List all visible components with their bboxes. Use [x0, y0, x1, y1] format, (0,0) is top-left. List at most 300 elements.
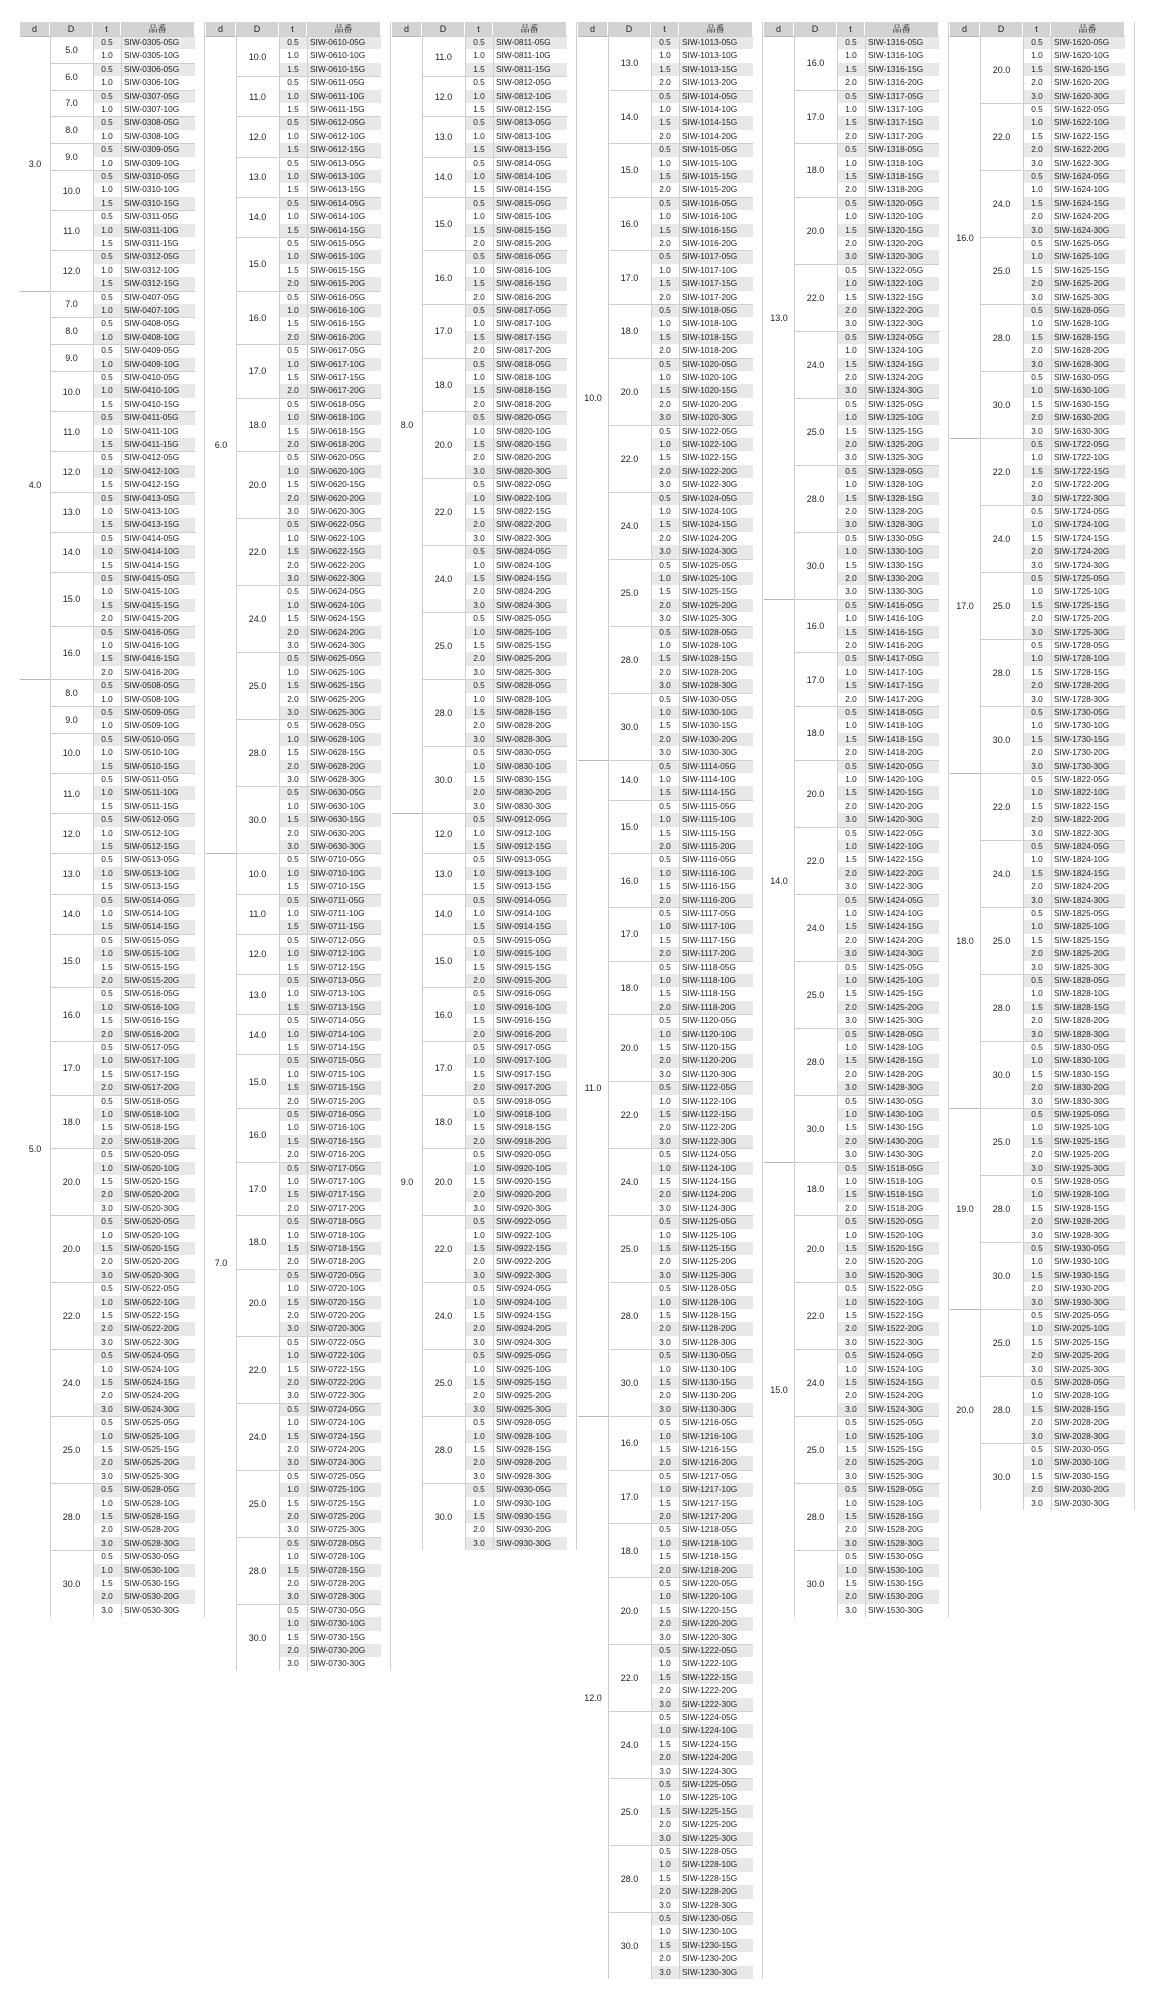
row-separator — [651, 304, 753, 305]
thickness-cell: 1.0 — [93, 1363, 121, 1376]
thickness-cell: 2.0 — [837, 746, 865, 759]
thickness-cell: 2.0 — [651, 1952, 679, 1965]
part-number-cell: SIW-1324-05G — [865, 331, 939, 344]
thickness-cell: 0.5 — [465, 853, 493, 866]
row-separator — [465, 934, 567, 935]
thickness-cell: 1.5 — [279, 1081, 307, 1094]
part-number-cell: SIW-0516-20G — [121, 1028, 195, 1041]
thickness-cell: 3.0 — [465, 599, 493, 612]
part-number-cell: SIW-0914-05G — [493, 894, 567, 907]
thickness-cell: 2.0 — [279, 1510, 307, 1523]
part-number-cell: SIW-1030-10G — [679, 706, 753, 719]
part-number-cell: SIW-1624-10G — [1051, 183, 1125, 196]
thickness-cell: 1.0 — [93, 1296, 121, 1309]
thickness-cell: 1.5 — [651, 277, 679, 290]
thickness-cell: 0.5 — [93, 143, 121, 156]
part-number-cell: SIW-0514-05G — [121, 894, 195, 907]
part-number-cell: SIW-1220-15G — [679, 1604, 753, 1617]
inner-diameter-cell: 12.0 — [578, 1416, 608, 1979]
part-number-cell: SIW-1620-30G — [1051, 90, 1125, 103]
thickness-cell: 2.0 — [93, 1523, 121, 1536]
thickness-cell: 1.0 — [93, 465, 121, 478]
thickness-cell: 2.0 — [651, 1684, 679, 1697]
part-number-cell: SIW-1030-15G — [679, 719, 753, 732]
outer-diameter-cell: 24.0 — [236, 1403, 279, 1470]
part-number-cell: SIW-0720-20G — [307, 1309, 381, 1322]
part-number-cell: SIW-0720-05G — [307, 1269, 381, 1282]
thickness-cell: 0.5 — [93, 1282, 121, 1295]
thickness-cell: 3.0 — [465, 1202, 493, 1215]
outer-diameter-cell: 30.0 — [608, 1912, 651, 1979]
part-number-cell: SIW-0822-15G — [493, 505, 567, 518]
outer-diameter-cell: 25.0 — [980, 907, 1023, 974]
thickness-cell: 0.5 — [651, 1912, 679, 1925]
thickness-cell: 1.0 — [279, 532, 307, 545]
part-number-cell: SIW-1218-10G — [679, 1537, 753, 1550]
thickness-cell: 3.0 — [279, 1523, 307, 1536]
thickness-cell: 1.0 — [465, 1001, 493, 1014]
thickness-cell: 1.5 — [837, 1054, 865, 1067]
thickness-cell: 2.0 — [837, 371, 865, 384]
part-number-cell: SIW-1430-30G — [865, 1148, 939, 1161]
thickness-cell: 2.0 — [93, 1590, 121, 1603]
thickness-cell: 3.0 — [1023, 1296, 1051, 1309]
part-number-cell: SIW-0516-05G — [121, 987, 195, 1000]
part-number-cell: SIW-0414-15G — [121, 559, 195, 572]
part-number-cell: SIW-1725-05G — [1051, 572, 1125, 585]
row-separator — [93, 250, 195, 251]
inner-diameter-cell: 5.0 — [20, 679, 50, 1617]
part-number-cell: SIW-0625-15G — [307, 679, 381, 692]
thickness-cell: 3.0 — [837, 250, 865, 263]
part-number-cell: SIW-1316-20G — [865, 76, 939, 89]
part-number-cell: SIW-0307-10G — [121, 103, 195, 116]
outer-diameter-cell: 28.0 — [422, 679, 465, 746]
part-number-cell: SIW-1528-05G — [865, 1483, 939, 1496]
thickness-cell: 0.5 — [279, 1014, 307, 1027]
part-number-cell: SIW-1013-10G — [679, 49, 753, 62]
part-number-cell: SIW-1730-05G — [1051, 706, 1125, 719]
thickness-cell: 1.0 — [1023, 384, 1051, 397]
part-number-cell: SIW-0513-10G — [121, 867, 195, 880]
outer-diameter-cell: 12.0 — [422, 76, 465, 116]
thickness-cell: 0.5 — [93, 116, 121, 129]
thickness-cell: 1.0 — [93, 867, 121, 880]
part-number-cell: SIW-0520-20G — [121, 1255, 195, 1268]
part-number-cell: SIW-1416-10G — [865, 612, 939, 625]
part-number-cell: SIW-0930-15G — [493, 1510, 567, 1523]
part-number-cell: SIW-1430-05G — [865, 1095, 939, 1108]
row-separator — [93, 626, 195, 627]
thickness-cell: 2.0 — [279, 760, 307, 773]
thickness-cell: 2.0 — [279, 384, 307, 397]
outer-diameter-cell: 20.0 — [794, 197, 837, 264]
outer-diameter-cell: 11.0 — [422, 36, 465, 76]
thickness-cell: 0.5 — [837, 36, 865, 49]
part-number-cell: SIW-0509-10G — [121, 719, 195, 732]
part-number-cell: SIW-0622-10G — [307, 532, 381, 545]
row-separator — [651, 1470, 753, 1471]
inner-diameter-cell: 20.0 — [950, 1309, 980, 1510]
row-separator — [465, 157, 567, 158]
part-number-cell: SIW-1128-15G — [679, 1309, 753, 1322]
part-number-cell: SIW-1525-05G — [865, 1416, 939, 1429]
part-number-cell: SIW-1324-20G — [865, 371, 939, 384]
outer-diameter-cell: 8.0 — [50, 679, 93, 706]
thickness-cell: 1.5 — [279, 1135, 307, 1148]
thickness-cell: 1.0 — [93, 1162, 121, 1175]
thickness-cell: 1.0 — [93, 358, 121, 371]
part-number-cell: SIW-0509-05G — [121, 706, 195, 719]
part-number-cell: SIW-1828-10G — [1051, 987, 1125, 1000]
part-number-cell: SIW-0830-05G — [493, 746, 567, 759]
part-number-cell: SIW-0310-15G — [121, 197, 195, 210]
part-number-cell: SIW-0722-05G — [307, 1336, 381, 1349]
thickness-cell: 1.5 — [837, 170, 865, 183]
column-divider — [50, 22, 51, 1617]
part-number-cell: SIW-0412-10G — [121, 465, 195, 478]
thickness-cell: 1.0 — [1023, 987, 1051, 1000]
header-d: d — [206, 22, 236, 36]
thickness-cell: 2.0 — [651, 1001, 679, 1014]
thickness-cell: 3.0 — [465, 733, 493, 746]
part-number-cell: SIW-1528-10G — [865, 1497, 939, 1510]
header-D: D — [608, 22, 651, 36]
thickness-cell: 1.0 — [651, 1537, 679, 1550]
thickness-cell: 1.5 — [651, 1738, 679, 1751]
thickness-cell: 0.5 — [1023, 773, 1051, 786]
thickness-cell: 0.5 — [651, 492, 679, 505]
header-D: D — [980, 22, 1023, 36]
row-separator — [279, 786, 381, 787]
part-number-cell: SIW-0515-10G — [121, 947, 195, 960]
thickness-cell: 2.0 — [651, 599, 679, 612]
thickness-cell: 1.0 — [279, 1416, 307, 1429]
outer-diameter-cell: 10.0 — [50, 733, 93, 773]
thickness-cell: 3.0 — [651, 746, 679, 759]
part-number-cell: SIW-0812-05G — [493, 76, 567, 89]
part-number-cell: SIW-0924-20G — [493, 1322, 567, 1335]
row-separator — [837, 1095, 939, 1096]
thickness-cell: 2.0 — [279, 1202, 307, 1215]
column-divider — [279, 22, 280, 1671]
part-number-cell: SIW-0828-20G — [493, 719, 567, 732]
part-number-cell: SIW-0520-20G — [121, 1188, 195, 1201]
outer-diameter-cell: 25.0 — [794, 1416, 837, 1483]
thickness-cell: 3.0 — [465, 1269, 493, 1282]
part-number-cell: SIW-1930-15G — [1051, 1269, 1125, 1282]
part-number-cell: SIW-0728-30G — [307, 1590, 381, 1603]
part-number-cell: SIW-2028-20G — [1051, 1416, 1125, 1429]
thickness-cell: 1.5 — [651, 1242, 679, 1255]
thickness-cell: 1.0 — [279, 800, 307, 813]
header-part-no: 品番 — [1051, 22, 1125, 36]
part-number-cell: SIW-1014-20G — [679, 130, 753, 143]
thickness-cell: 0.5 — [279, 719, 307, 732]
outer-diameter-cell: 18.0 — [422, 1095, 465, 1149]
row-separator — [837, 398, 939, 399]
row-separator — [93, 492, 195, 493]
part-number-cell: SIW-1822-30G — [1051, 827, 1125, 840]
part-number-cell: SIW-0625-10G — [307, 666, 381, 679]
thickness-cell: 1.5 — [837, 492, 865, 505]
thickness-cell: 2.0 — [651, 465, 679, 478]
part-number-cell: SIW-0411-10G — [121, 425, 195, 438]
thickness-cell: 1.0 — [93, 76, 121, 89]
thickness-cell: 2.0 — [93, 1255, 121, 1268]
row-separator — [651, 1014, 753, 1015]
part-number-cell: SIW-0724-30G — [307, 1456, 381, 1469]
thickness-cell: 0.5 — [837, 760, 865, 773]
thickness-cell: 1.5 — [837, 224, 865, 237]
thickness-cell: 0.5 — [651, 1845, 679, 1858]
outer-diameter-cell: 18.0 — [794, 1162, 837, 1216]
thickness-cell: 1.0 — [279, 1349, 307, 1362]
outer-diameter-cell: 28.0 — [980, 974, 1023, 1041]
part-number-cell: SIW-1630-20G — [1051, 411, 1125, 424]
part-number-cell: SIW-1224-15G — [679, 1738, 753, 1751]
thickness-cell: 2.0 — [1023, 880, 1051, 893]
outer-diameter-cell: 22.0 — [50, 1282, 93, 1349]
part-number-cell: SIW-1520-30G — [865, 1269, 939, 1282]
outer-diameter-cell: 7.0 — [50, 291, 93, 318]
thickness-cell: 0.5 — [651, 304, 679, 317]
row-separator — [279, 719, 381, 720]
part-number-cell: SIW-0514-15G — [121, 920, 195, 933]
outer-diameter-cell: 15.0 — [608, 143, 651, 197]
row-separator — [837, 143, 939, 144]
row-separator — [837, 1349, 939, 1350]
thickness-cell: 2.0 — [651, 1456, 679, 1469]
thickness-cell: 1.0 — [279, 1483, 307, 1496]
part-number-cell: SIW-0920-05G — [493, 1148, 567, 1161]
part-number-cell: SIW-0922-20G — [493, 1255, 567, 1268]
outer-diameter-cell: 17.0 — [608, 250, 651, 304]
thickness-cell: 1.0 — [279, 947, 307, 960]
outer-diameter-cell: 30.0 — [236, 786, 279, 853]
thickness-cell: 1.0 — [93, 130, 121, 143]
part-number-cell: SIW-1015-20G — [679, 183, 753, 196]
part-number-cell: SIW-1025-10G — [679, 572, 753, 585]
outer-diameter-cell: 7.0 — [50, 90, 93, 117]
part-number-cell: SIW-1015-15G — [679, 170, 753, 183]
outer-diameter-cell: 30.0 — [422, 1483, 465, 1550]
part-number-cell: SIW-0825-10G — [493, 626, 567, 639]
part-number-cell: SIW-0520-15G — [121, 1175, 195, 1188]
part-number-cell: SIW-0720-30G — [307, 1322, 381, 1335]
part-number-cell: SIW-1530-10G — [865, 1564, 939, 1577]
part-number-cell: SIW-1630-05G — [1051, 371, 1125, 384]
thickness-cell: 1.0 — [837, 49, 865, 62]
part-number-cell: SIW-0712-15G — [307, 961, 381, 974]
thickness-cell: 1.5 — [651, 585, 679, 598]
thickness-cell: 3.0 — [279, 1389, 307, 1402]
part-number-cell: SIW-0811-10G — [493, 49, 567, 62]
part-number-cell: SIW-1317-05G — [865, 90, 939, 103]
part-number-cell: SIW-0530-20G — [121, 1590, 195, 1603]
part-number-cell: SIW-0725-05G — [307, 1470, 381, 1483]
thickness-cell: 1.0 — [279, 250, 307, 263]
row-separator — [279, 1604, 381, 1605]
thickness-cell: 1.0 — [93, 183, 121, 196]
outer-diameter-cell: 14.0 — [236, 1014, 279, 1054]
thickness-cell: 1.0 — [279, 666, 307, 679]
part-number-cell: SIW-1217-05G — [679, 1470, 753, 1483]
thickness-cell: 1.0 — [1023, 49, 1051, 62]
outer-diameter-cell: 11.0 — [50, 773, 93, 813]
column-divider — [865, 22, 866, 1617]
row-separator — [1023, 237, 1125, 238]
part-number-cell: SIW-0411-15G — [121, 438, 195, 451]
row-separator — [1023, 1175, 1125, 1176]
thickness-cell: 1.0 — [1023, 451, 1051, 464]
thickness-cell: 0.5 — [1023, 572, 1051, 585]
part-number-cell: SIW-1522-10G — [865, 1296, 939, 1309]
thickness-cell: 2.0 — [465, 1135, 493, 1148]
outer-diameter-cell: 30.0 — [980, 1242, 1023, 1309]
outer-diameter-cell: 16.0 — [422, 987, 465, 1041]
thickness-cell: 1.0 — [465, 907, 493, 920]
part-number-cell: SIW-1622-10G — [1051, 116, 1125, 129]
row-separator — [93, 894, 195, 895]
column-divider — [980, 22, 981, 1510]
part-number-cell: SIW-1524-30G — [865, 1403, 939, 1416]
thickness-cell: 0.5 — [279, 1269, 307, 1282]
part-number-cell: SIW-0630-10G — [307, 800, 381, 813]
part-number-cell: SIW-1222-20G — [679, 1684, 753, 1697]
part-number-cell: SIW-1125-10G — [679, 1229, 753, 1242]
part-number-cell: SIW-1230-15G — [679, 1939, 753, 1952]
thickness-cell: 2.0 — [465, 1028, 493, 1041]
thickness-cell: 0.5 — [465, 894, 493, 907]
part-number-cell: SIW-0822-05G — [493, 478, 567, 491]
row-separator — [93, 934, 195, 935]
thickness-cell: 0.5 — [837, 264, 865, 277]
part-number-cell: SIW-0617-20G — [307, 384, 381, 397]
outer-diameter-cell: 22.0 — [422, 478, 465, 545]
column-divider — [608, 22, 609, 1979]
part-number-cell: SIW-0520-15G — [121, 1242, 195, 1255]
thickness-cell: 1.0 — [837, 210, 865, 223]
part-number-cell: SIW-1018-15G — [679, 331, 753, 344]
thickness-cell: 2.0 — [1023, 1148, 1051, 1161]
part-number-cell: SIW-0520-30G — [121, 1269, 195, 1282]
thickness-cell: 0.5 — [837, 143, 865, 156]
part-number-cell: SIW-1125-30G — [679, 1269, 753, 1282]
part-number-cell: SIW-1320-15G — [865, 224, 939, 237]
thickness-cell: 2.0 — [279, 492, 307, 505]
thickness-cell: 1.5 — [279, 63, 307, 76]
part-number-cell: SIW-0625-05G — [307, 652, 381, 665]
part-number-cell: SIW-1925-05G — [1051, 1108, 1125, 1121]
part-number-cell: SIW-1728-05G — [1051, 639, 1125, 652]
part-number-cell: SIW-0510-15G — [121, 760, 195, 773]
part-number-cell: SIW-1228-10G — [679, 1858, 753, 1871]
row-separator — [279, 1054, 381, 1055]
part-number-cell: SIW-1728-15G — [1051, 666, 1125, 679]
part-number-cell: SIW-1018-10G — [679, 317, 753, 330]
thickness-cell: 1.0 — [279, 411, 307, 424]
row-separator — [93, 116, 195, 117]
thickness-cell: 2.0 — [651, 1885, 679, 1898]
thickness-cell: 0.5 — [279, 197, 307, 210]
part-number-cell: SIW-0730-05G — [307, 1604, 381, 1617]
thickness-cell: 1.0 — [651, 264, 679, 277]
row-separator — [465, 197, 567, 198]
row-separator — [1023, 304, 1125, 305]
outer-diameter-cell: 30.0 — [50, 1550, 93, 1617]
row-separator — [837, 197, 939, 198]
part-number-cell: SIW-0913-05G — [493, 853, 567, 866]
outer-diameter-cell: 10.0 — [236, 36, 279, 76]
part-number-cell: SIW-0508-10G — [121, 693, 195, 706]
part-number-cell: SIW-0414-05G — [121, 532, 195, 545]
part-number-cell: SIW-0622-15G — [307, 545, 381, 558]
thickness-cell: 1.0 — [93, 1430, 121, 1443]
thickness-cell: 1.0 — [1023, 920, 1051, 933]
part-number-cell: SIW-1116-10G — [679, 867, 753, 880]
outer-diameter-cell: 13.0 — [422, 853, 465, 893]
thickness-cell: 1.0 — [651, 210, 679, 223]
row-separator — [651, 1081, 753, 1082]
outer-diameter-cell: 20.0 — [236, 451, 279, 518]
thickness-cell: 2.0 — [465, 518, 493, 531]
part-number-cell: SIW-1128-20G — [679, 1322, 753, 1335]
outer-diameter-cell: 30.0 — [980, 1443, 1023, 1510]
part-number-cell: SIW-1928-05G — [1051, 1175, 1125, 1188]
thickness-cell: 1.5 — [837, 358, 865, 371]
thickness-cell: 3.0 — [651, 1966, 679, 1979]
thickness-cell: 1.5 — [651, 1671, 679, 1684]
part-number-cell: SIW-0510-10G — [121, 746, 195, 759]
part-number-cell: SIW-1824-20G — [1051, 880, 1125, 893]
part-number-cell: SIW-0925-30G — [493, 1403, 567, 1416]
thickness-cell: 0.5 — [837, 652, 865, 665]
outer-diameter-cell: 12.0 — [236, 934, 279, 974]
part-number-cell: SIW-1025-15G — [679, 585, 753, 598]
thickness-cell: 1.5 — [465, 1510, 493, 1523]
part-number-cell: SIW-0720-15G — [307, 1296, 381, 1309]
thickness-cell: 1.5 — [465, 572, 493, 585]
outer-diameter-cell: 10.0 — [50, 170, 93, 210]
thickness-cell: 1.5 — [465, 706, 493, 719]
thickness-cell: 1.5 — [837, 987, 865, 1000]
part-number-cell: SIW-1422-10G — [865, 840, 939, 853]
part-number-cell: SIW-1015-05G — [679, 143, 753, 156]
part-number-cell: SIW-0724-15G — [307, 1430, 381, 1443]
thickness-cell: 1.0 — [651, 1724, 679, 1737]
row-separator — [465, 1215, 567, 1216]
row-separator — [837, 652, 939, 653]
thickness-cell: 2.0 — [837, 1456, 865, 1469]
thickness-cell: 3.0 — [651, 1899, 679, 1912]
thickness-cell: 2.0 — [93, 1322, 121, 1335]
part-number-cell: SIW-0628-30G — [307, 773, 381, 786]
part-number-cell: SIW-0620-05G — [307, 451, 381, 464]
outer-diameter-cell: 18.0 — [422, 358, 465, 412]
outer-diameter-cell: 10.0 — [236, 853, 279, 893]
row-separator — [93, 36, 195, 37]
row-separator — [837, 1162, 939, 1163]
part-number-cell: SIW-0713-15G — [307, 1001, 381, 1014]
thickness-cell: 3.0 — [1023, 760, 1051, 773]
outer-diameter-cell: 22.0 — [980, 773, 1023, 840]
part-number-cell: SIW-1730-20G — [1051, 746, 1125, 759]
thickness-cell: 1.5 — [465, 1068, 493, 1081]
row-separator — [93, 371, 195, 372]
part-number-cell: SIW-0517-15G — [121, 1068, 195, 1081]
part-number-cell: SIW-1122-30G — [679, 1135, 753, 1148]
